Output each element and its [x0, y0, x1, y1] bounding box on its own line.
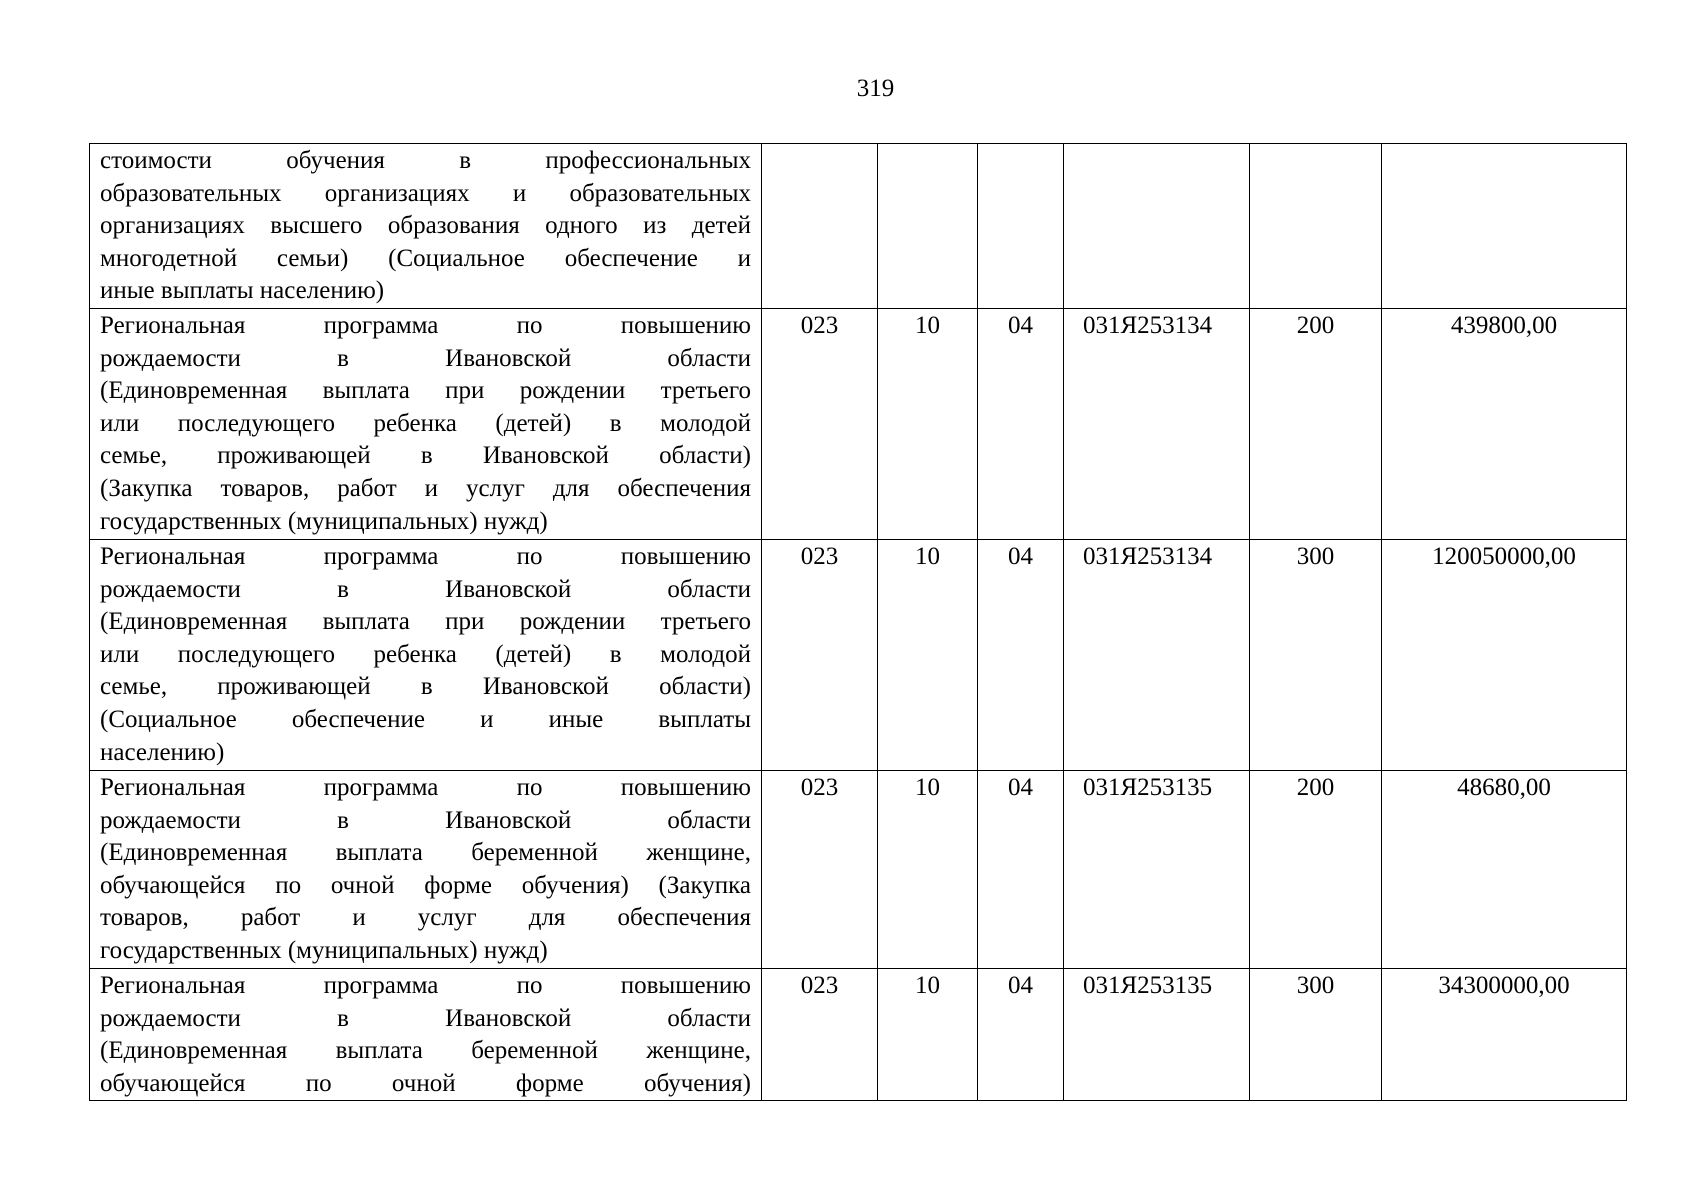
page-number: 319 [856, 75, 895, 102]
code-cell: 023 [762, 309, 878, 540]
description-line: государственных (муниципальных) нужд) [100, 507, 548, 535]
row-description [90, 540, 762, 771]
row-description [90, 309, 762, 540]
amount-cell: 48680,00 [1382, 771, 1627, 969]
section-cell: 10 [878, 540, 978, 771]
subsection-cell: 04 [978, 309, 1064, 540]
description-line: или последующего ребенка (детей) в молодой [100, 640, 751, 668]
amount-cell: 120050000,00 [1382, 540, 1627, 771]
table-row [90, 771, 1627, 969]
subsection-cell [978, 144, 1064, 309]
target-article-cell [1064, 144, 1250, 309]
target-article-cell: 031Я253134 [1064, 309, 1250, 540]
description-line: государственных (муниципальных) нужд) [100, 936, 548, 964]
row-description [90, 771, 762, 969]
table-row [90, 309, 1627, 540]
table-row [90, 969, 1627, 1101]
code-cell: 023 [762, 771, 878, 969]
code-cell [762, 144, 878, 309]
description-line: организациях высшего образования одного из детей [100, 212, 751, 240]
description-line: семье, проживающей в Ивановской области) [100, 673, 751, 701]
description-line: (Единовременная выплата при рождении третьего [100, 608, 751, 636]
budget-table [89, 143, 1627, 1101]
amount-cell: 34300000,00 [1382, 969, 1627, 1101]
expense-type-cell: 300 [1250, 969, 1382, 1101]
description-line: образовательных организациях и образовательных [100, 179, 751, 207]
code-cell: 023 [762, 969, 878, 1101]
description-line: (Единовременная выплата беременной женщине, [100, 1037, 751, 1065]
row-description [90, 144, 762, 309]
description-line: обучающейся по очной форме обучения) (Закупка [100, 871, 751, 899]
description-line: (Социальное обеспечение и иные выплаты [100, 705, 751, 733]
section-cell: 10 [878, 969, 978, 1101]
description-line: или последующего ребенка (детей) в молодой [100, 409, 751, 437]
expense-type-cell: 200 [1250, 309, 1382, 540]
subsection-cell: 04 [978, 771, 1064, 969]
section-cell [878, 144, 978, 309]
code-cell: 023 [762, 540, 878, 771]
description-line: (Закупка товаров, работ и услуг для обеспечения [100, 474, 751, 502]
expense-type-cell: 200 [1250, 771, 1382, 969]
description-line: иные выплаты населению) [100, 277, 385, 305]
expense-type-cell [1250, 144, 1382, 309]
expense-type-cell: 300 [1250, 540, 1382, 771]
amount-cell [1382, 144, 1627, 309]
subsection-cell: 04 [978, 969, 1064, 1101]
target-article-cell: 031Я253134 [1064, 540, 1250, 771]
description-line: многодетной семьи) (Социальное обеспечение и [100, 244, 751, 272]
description-line: стоимости обучения в профессиональных [100, 147, 751, 174]
target-article-cell: 031Я253135 [1064, 969, 1250, 1101]
description-line: рождаемости в Ивановской области [100, 344, 751, 372]
description-line: (Единовременная выплата при рождении третьего [100, 377, 751, 405]
section-cell: 10 [878, 309, 978, 540]
description-line: семье, проживающей в Ивановской области) [100, 442, 751, 470]
description-line: рождаемости в Ивановской области [100, 806, 751, 834]
description-line: Региональная программа по повышению [100, 774, 751, 801]
table-row [90, 144, 1627, 309]
section-cell: 10 [878, 771, 978, 969]
description-line: населению) [100, 738, 225, 766]
description-line: обучающейся по очной форме обучения) [100, 1069, 751, 1097]
description-line: рождаемости в Ивановской области [100, 575, 751, 603]
description-line: товаров, работ и услуг для обеспечения [100, 904, 751, 932]
description-line: рождаемости в Ивановской области [100, 1004, 751, 1032]
subsection-cell: 04 [978, 540, 1064, 771]
row-description [90, 969, 762, 1101]
description-line: Региональная программа по повышению [100, 312, 751, 339]
table-row [90, 540, 1627, 771]
description-line: Региональная программа по повышению [100, 543, 751, 570]
target-article-cell: 031Я253135 [1064, 771, 1250, 969]
description-line: Региональная программа по повышению [100, 972, 751, 999]
amount-cell: 439800,00 [1382, 309, 1627, 540]
description-line: (Единовременная выплата беременной женщине, [100, 839, 751, 867]
